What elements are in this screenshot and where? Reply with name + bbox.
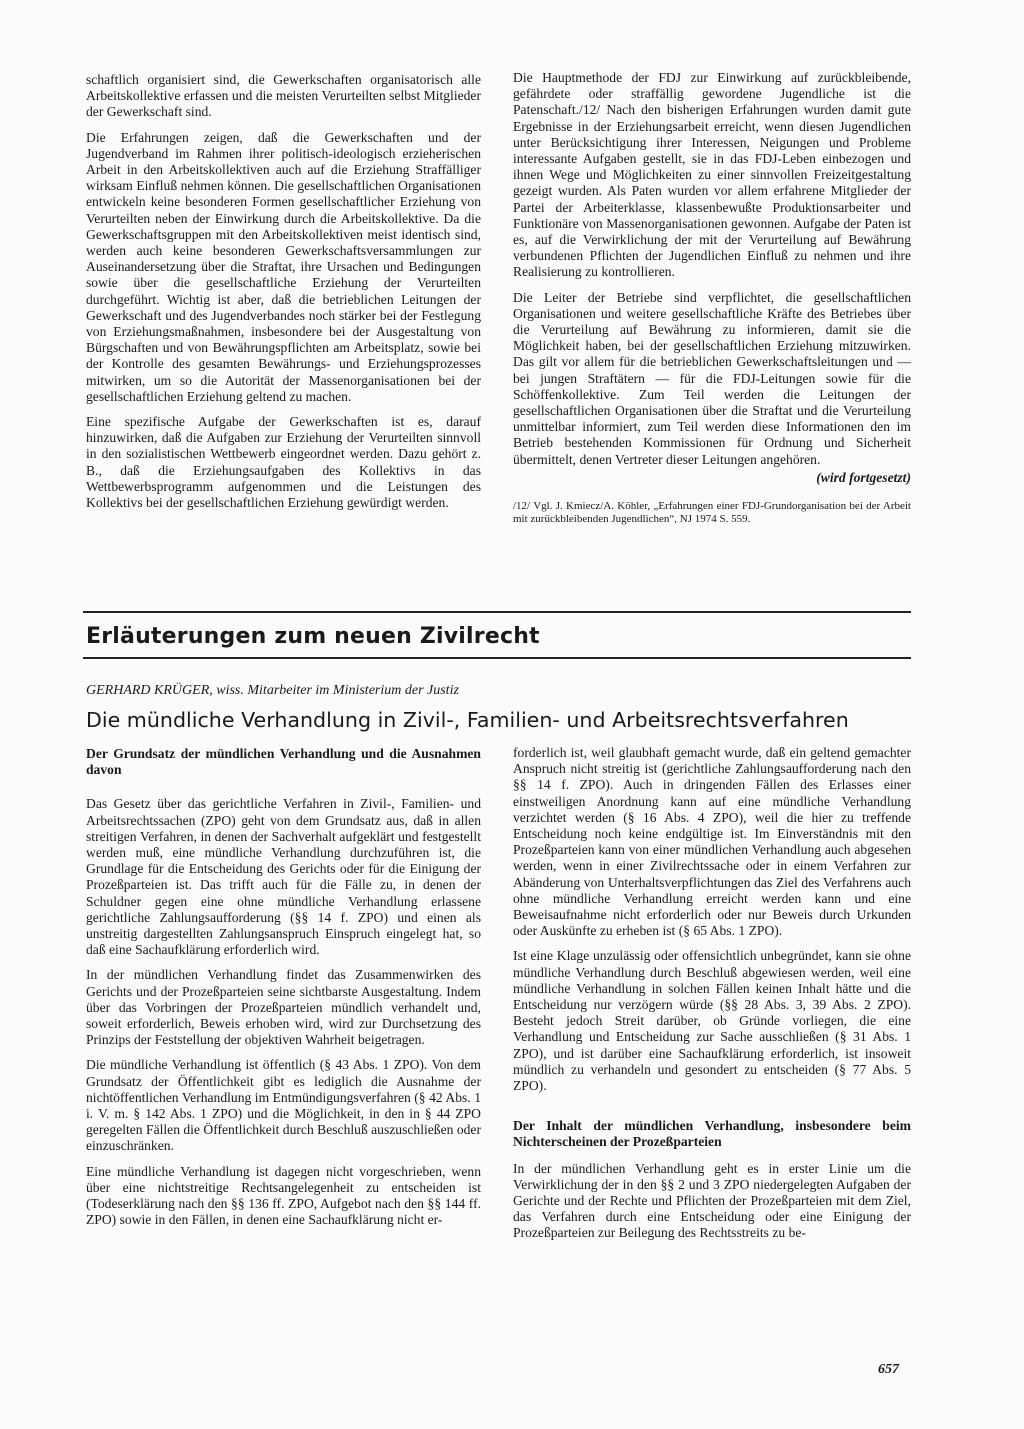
- paragraph: Eine mündliche Verhandlung ist dagegen nicht vorgeschrieben, wenn über eine nichtstreitige Rechtsangelegenheit zu entscheiden ist (Todeserklärung nach den §§ 136 ff. ZPO, Aufgebot nach den §§ 144 ff. ZPO) sowie in den Fällen, in denen eine Sachaufklärung nicht er-: [86, 1163, 481, 1228]
- section-title: Erläuterungen zum neuen Zivilrecht: [86, 624, 540, 649]
- paragraph: In der mündlichen Verhandlung geht es in erster Linie um die Verwirklichung der in den §§ 2 und 3 ZPO niedergelegten Aufgaben der Gerichte und der Rechte und Pflichten der Prozeßparteien mit dem Ziel, das Verfahren durch eine Entscheidung oder eine Einigung der Prozeßparteien zur Beilegung des Rechtsstreits zu be-: [513, 1160, 911, 1241]
- bottom-right-column: [513, 745, 911, 1251]
- article-title: Die mündliche Verhandlung in Zivil-, Familien- und Arbeitsrechtsverfahren: [86, 708, 849, 732]
- paragraph: schaftlich organisiert sind, die Gewerkschaften organisatorisch alle Arbeitskollektive erfassen und die meisten Verurteilten selbst Mitglieder der Gewerkschaft sind.: [86, 72, 481, 120]
- paragraph: Die Erfahrungen zeigen, daß die Gewerkschaften und der Jugendverband im Rahmen ihrer politisch-ideologisch erzieherischen Arbeit in den Arbeitskollektiven auch auf die Erziehung Straffälliger wirksam Einfluß nehmen können. Die gesellschaftlichen Organisationen entwickeln keine besonderen Formen gesellschaftlicher Erziehung von Verurteilten neben der Einwirkung durch die Arbeitskollektive. Da die Gewerkschaftsgruppen mit den Arbeitskollektiven meist identisch sind, werden auch keine besonderen Gewerkschaftsversammlungen zur Auseinandersetzung über die Straftat, ihre Ursachen und Bedingungen sowie über die gesellschaftliche Erziehung der Verurteilten durchgeführt. Wichtig ist aber, daß die betrieblichen Leitungen der Gewerkschaft und des Jugendverbandes noch stärker bei der Festlegung von Erziehungsmaßnahmen, insbesondere bei der Ausgestaltung von Bürgschaften und von Bewährungspflichten am Arbeitsplatz, sowie bei der Kontrolle des gesamten Bewährungs- und Erziehungsprozesses mitwirken, um so die Autorität der Massenorganisationen bei der gesellschaftlichen Erziehung geltend zu machen.: [86, 129, 481, 404]
- paragraph: Die Hauptmethode der FDJ zur Einwirkung auf zurückbleibende, gefährdete oder straffällig gewordene Jugendliche ist die Patenschaft./12/ Nach den bisherigen Erfahrungen wurden damit gute Ergebnisse in der Erziehungsarbeit erreicht, wenn diesen Jugendlichen unter Berücksichtigung ihrer Interessen, Neigungen und Probleme interessante Aufgaben gestellt, sie in das FDJ-Leben einbezogen und ihnen Wege und Möglichkeiten zu einer sinnvollen Freizeitgestaltung gezeigt wurden. Als Paten wurden vor allem erfahrene Mitglieder der Partei der Arbeiterklasse, klassenbewußte Produktionsarbeiter und Funktionäre von Massenorganisationen gewonnen. Aufgabe der Paten ist es, auf die Verwirklichung der mit der Verurteilung auf Bewährung verbundenen Pflichten der Jugendlichen Einfluß zu nehmen und ihre Realisierung zu kontrollieren.: [513, 70, 911, 280]
- paragraph: Die mündliche Verhandlung ist öffentlich (§ 43 Abs. 1 ZPO). Von dem Grundsatz der Öffentlichkeit gibt es lediglich die Ausnahme der nichtöffentlichen Verhandlung im Entmündigungsverfahren (§ 42 Abs. 1 i. V. m. § 142 Abs. 1 ZPO) und die Möglichkeit, in den in § 44 ZPO geregelten Fällen die Öffentlichkeit durch Beschluß auszuschließen oder einzuschränken.: [86, 1057, 481, 1154]
- footnote: /12/ Vgl. J. Kmiecz/A. Köhler, „Erfahrungen einer FDJ-Grundorganisation bei der Arbeit mit zurückbleibenden Jugendlichen“, NJ 1974 S. 559.: [513, 500, 911, 526]
- page-number: 657: [878, 1362, 899, 1377]
- top-right-column: [513, 70, 911, 536]
- paragraph: forderlich ist, weil glaubhaft gemacht wurde, daß ein geltend gemachter Anspruch nicht streitig ist (gerichtliche Zahlungsaufforderung nach den §§ 14 f. ZPO). Auch in dringenden Fällen des Erlasses einer einstweiligen Anordnung kann auf eine mündliche Verhandlung verzichtet werden (§ 16 Abs. 4 ZPO), weil die hier zu treffende Entscheidung noch keine endgültige ist. Im Einverständnis mit den Prozeßparteien kann von einer mündlichen Verhandlung auch abgesehen werden, wenn in einer Zivilrechtssache oder in einem Verfahren zur Abänderung von Unterhaltsverpflichtungen das Ziel des Verfahrens auch ohne mündliche Verhandlung erreicht werden kann und eine Beweisaufnahme nicht erforderlich oder nur Beweis durch Urkunden oder Auskünfte zu erheben ist (§ 65 Abs. 1 ZPO).: [513, 745, 911, 939]
- paragraph: Die Leiter der Betriebe sind verpflichtet, die gesellschaftlichen Organisationen und weitere gesellschaftliche Kräfte des Betriebes über die Verurteilung auf Bewährung zu informieren, damit sie die Möglichkeit haben, bei der gesellschaftlichen Erziehung mitzuwirken. Das gilt vor allem für die betrieblichen Gewerkschaftsleitungen und — bei jungen Straftätern — für die FDJ-Leitungen sowie für die Schöffenkollektive. Zum Teil werden die Leitungen der gesellschaftlichen Organisationen über die Straftat und die Verurteilung unmittelbar informiert, zum Teil werden diese Informationen den im Betrieb bestehenden Kommissionen für Ordnung und Sicherheit übermittelt, denen Vertreter dieser Leitungen angehören.: [513, 289, 911, 467]
- section-rule-top: [83, 611, 911, 613]
- paragraph: In der mündlichen Verhandlung findet das Zusammenwirken des Gerichts und der Prozeßparteien seine sichtbarste Ausgestaltung. Indem über das Vorbringen der Prozeßparteien mündlich verhandelt und, soweit erforderlich, Beweis erhoben wird, wird zur Durchsetzung des Prinzips der Feststellung der objektiven Wahrheit beigetragen.: [86, 967, 481, 1048]
- subheading: Der Grundsatz der mündlichen Verhandlung und die Ausnahmen davon: [86, 746, 481, 778]
- paragraph: Ist eine Klage unzulässig oder offensichtlich unbegründet, kann sie ohne mündliche Verhandlung durch Beschluß abgewiesen werden, weil eine mündliche Verhandlung in solchen Fällen keinen Inhalt hätte und die Entscheidung nur verzögern würde (§§ 28 Abs. 3, 39 Abs. 2 ZPO). Besteht jedoch Streit darüber, ob Gründe vorliegen, die eine Verhandlung und Entscheidung zur Sache ausschließen (§ 31 Abs. 1 ZPO), und ist darüber eine Sachaufklärung erforderlich, ist insoweit mündlich zu verhandeln und gesondert zu entscheiden (§ 77 Abs. 5 ZPO).: [513, 948, 911, 1094]
- paragraph: Eine spezifische Aufgabe der Gewerkschaften ist es, darauf hinzuwirken, daß die Aufgaben zur Erziehung der Verurteilten sinnvoll in den sozialistischen Wettbewerb eingeordnet werden. Dazu gehört z. B., daß die Erziehungsaufgaben des Kollektivs in das Wettbewerbsprogramm aufgenommen und die Leistungen des Kollektivs bei der gesellschaftlichen Erziehung gewürdigt werden.: [86, 414, 481, 511]
- top-left-column: [86, 72, 481, 520]
- bottom-left-column: [86, 746, 481, 1237]
- continued-note: (wird fortgesetzt): [816, 469, 911, 485]
- section-rule-bottom: [83, 657, 911, 659]
- author-line: GERHARD KRÜGER, wiss. Mitarbeiter im Ministerium der Justiz: [86, 683, 459, 698]
- subheading: Der Inhalt der mündlichen Verhandlung, insbesondere beim Nichterscheinen der Prozeßparteien: [513, 1118, 911, 1150]
- paragraph: Das Gesetz über das gerichtliche Verfahren in Zivil-, Familien- und Arbeitsrechtssachen (ZPO) geht von dem Grundsatz aus, daß in allen streitigen Verfahren, in denen der Sachverhalt aufgeklärt und festgestellt werden muß, eine mündliche Verhandlung durchzuführen ist, die Grundlage für die Entscheidung des Gerichts oder für die Einigung der Prozeßparteien ist. Das trifft auch für die Fälle zu, in denen der Schuldner gegen eine ohne mündliche Verhandlung erlassene gerichtliche Zahlungsaufforderung (§§ 14 f. ZPO) und einen als unstreitig dargestellten Zahlungsanspruch Einspruch eingelegt hat, so daß eine Sachaufklärung erforderlich wird.: [86, 796, 481, 958]
